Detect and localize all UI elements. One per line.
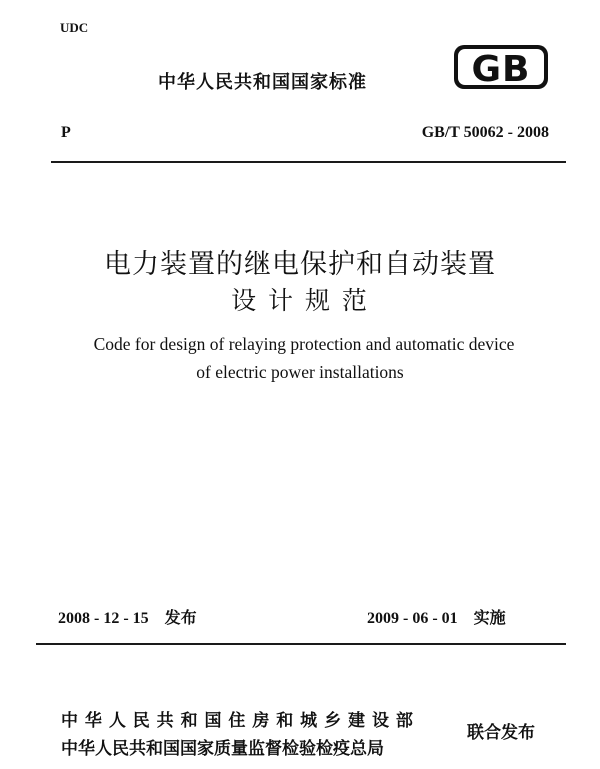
- issuer-aqsiq: 中华人民共和国国家质量监督检验检疫总局: [61, 739, 384, 759]
- top-divider: [51, 161, 566, 163]
- effective-label: 实施: [473, 608, 506, 627]
- udc-label: UDC: [60, 20, 89, 35]
- title-cn-line1: 电力装置的继电保护和自动装置: [104, 249, 496, 280]
- title-en-line1: Code for design of relaying protection and automatic device: [93, 334, 515, 354]
- joint-issue-label: 联合发布: [467, 723, 535, 743]
- issuer-ministry: 中 华 人 民 共 和 国 住 房 和 城 乡 建 设 部: [61, 711, 414, 731]
- issue-date: 2008 - 12 - 15: [58, 610, 149, 627]
- gb-logo: [453, 44, 549, 90]
- issue-label: 发布: [164, 608, 197, 627]
- title-cn-line2: 设 计 规 范: [231, 286, 369, 315]
- gb-logo-text: GB: [471, 49, 531, 90]
- effective-date: 2009 - 06 - 01: [367, 610, 458, 627]
- national-standard-label: 中华人民共和国国家标准: [158, 72, 367, 93]
- title-en-line2: of electric power installations: [196, 362, 404, 382]
- effective-date-block: [367, 605, 506, 628]
- bottom-divider: [36, 643, 566, 645]
- standard-code: GB/T 50062 - 2008: [421, 124, 549, 141]
- category-letter: P: [61, 124, 71, 141]
- issue-date-block: [58, 605, 197, 628]
